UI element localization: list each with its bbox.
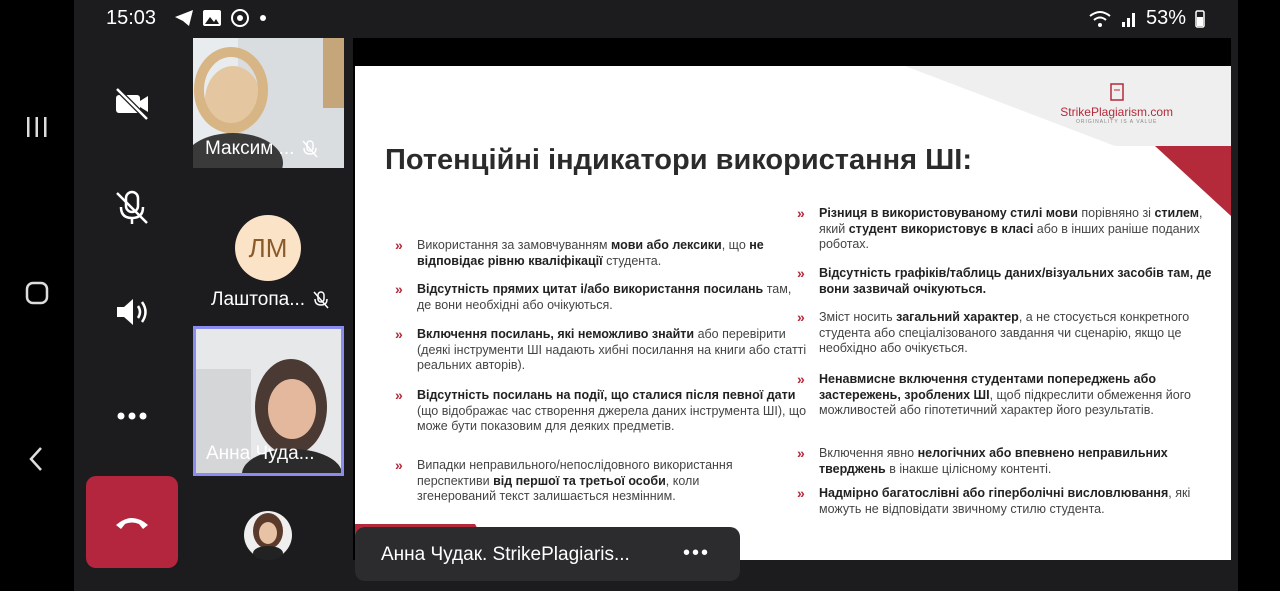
speaker-icon: [111, 291, 153, 333]
microphone-toggle-button[interactable]: [86, 162, 178, 254]
hang-up-button[interactable]: [86, 476, 178, 568]
presentation-slide: [355, 66, 1231, 560]
more-options-button[interactable]: [86, 370, 178, 462]
bullet-text: Відсутність посилань на події, що сталися після певної дати (що відображає час створення джерела даних інструмента ШІ), що може бути показовим для деяких предметів.: [417, 388, 807, 433]
avatar: [193, 481, 344, 591]
bullet-text: Різниця в використовуваному стилі мови порівняно зі стилем, який студент використовує в класі або в інших раніше поданих роботах.: [819, 206, 1203, 251]
slide-bullet: [797, 446, 1219, 477]
gallery-icon: [202, 9, 222, 27]
camera-toggle-button[interactable]: [86, 58, 178, 150]
bullet-text: Включення посилань, які неможливо знайти або перевірити (деякі інструменти ШІ надають хибні посилання на книги або статті реальних авторів).: [417, 327, 807, 372]
slide-bullet: [395, 388, 807, 435]
bullet-text: Ненавмисне включення студентами попереджень або застережень, зроблених ШІ, щоб підкреслити обмеження його можливостей або гіпотетичний характер його результатів.: [819, 372, 1191, 417]
viber-icon: [230, 9, 250, 27]
slide-title: Потенційні індикатори використання ШІ:: [385, 144, 972, 176]
status-right: [1088, 7, 1206, 30]
logo-tagline: ORIGINALITY IS A VALUE: [1076, 119, 1158, 125]
participant-name: [211, 289, 329, 311]
camera-off-icon: [111, 83, 153, 125]
bullet-text: Зміст носить загальний характер, а не стосується конкретного студента або спеціалізованого завдання чи сценарію, якщо це необхідно або очікується.: [819, 310, 1190, 355]
android-nav-bar: [0, 0, 74, 591]
chevron-icon: »: [395, 326, 403, 342]
status-bar: [74, 0, 1238, 36]
battery-icon: [1194, 9, 1206, 29]
participant-tile-active[interactable]: [193, 326, 344, 476]
slide-bullet: [797, 372, 1219, 419]
mic-muted-icon: [313, 291, 329, 309]
chevron-icon: »: [797, 371, 805, 387]
slide-bullet: [395, 327, 807, 374]
mic-muted-icon: [302, 140, 318, 158]
slide-bullet: [395, 238, 807, 269]
chevron-icon: »: [797, 265, 805, 281]
participant-tile[interactable]: [193, 38, 344, 168]
dot-icon: [258, 9, 268, 27]
chevron-icon: »: [797, 309, 805, 325]
avatar: ЛМ: [235, 215, 301, 281]
bullet-text: Включення явно нелогічних або впевнено неправильних тверджень в інакше цілісному контенті.: [819, 446, 1168, 476]
status-icons: [174, 9, 268, 27]
document-icon: [1108, 82, 1126, 102]
slide-bullet: [797, 266, 1219, 297]
participant-tile[interactable]: [193, 481, 344, 591]
home-icon[interactable]: [22, 278, 52, 308]
speaker-button[interactable]: [86, 266, 178, 358]
bullet-text: Використання за замовчуванням мови або лексики, що не відповідає рівню кваліфікації студента.: [417, 238, 764, 268]
presenter-name: Анна Чудак. StrikePlagiaris...: [381, 544, 630, 565]
participant-name-text: Лаштопа...: [211, 289, 306, 310]
bullet-text: Відсутність прямих цитат і/або використання посилань там, де вони необхідні або очікуються.: [417, 282, 792, 312]
chevron-icon: »: [797, 485, 805, 501]
participant-name-text: Анна Чуда...: [206, 443, 315, 464]
bullet-text: Надмірно багатослівні або гіперболічні висловлювання, які можуть не відповідати звичному стилю студента.: [819, 486, 1191, 516]
slide-bullet: [395, 282, 807, 313]
participant-tile[interactable]: [193, 173, 344, 321]
slide-bullet: [797, 206, 1219, 253]
signal-icon: [1120, 10, 1138, 28]
presenter-name-bar[interactable]: [355, 527, 740, 581]
presenter-more-button[interactable]: •••: [682, 542, 710, 564]
slide-bullet: [797, 486, 1219, 517]
recent-apps-icon[interactable]: [22, 112, 52, 142]
participant-name: [205, 138, 318, 160]
back-icon[interactable]: [22, 444, 52, 474]
strikeplagiarism-logo: [1060, 82, 1173, 125]
mic-off-icon: [111, 187, 153, 229]
chevron-icon: »: [395, 237, 403, 253]
chevron-icon: »: [395, 457, 403, 473]
wifi-icon: [1088, 10, 1112, 28]
participant-name-text: Максим ...: [205, 138, 295, 159]
logo-text: StrikePlagiarism.com: [1060, 105, 1173, 119]
bullet-text: Випадки неправильного/непослідовного використання перспективи від першої та третьої особи, коли згенерований текст залишається незмінним.: [417, 458, 733, 503]
slide-bullet: [797, 310, 1219, 357]
status-time: 15:03: [106, 7, 157, 29]
slide-bullet: [395, 458, 737, 505]
chevron-icon: »: [797, 205, 805, 221]
chevron-icon: »: [797, 445, 805, 461]
chevron-icon: »: [395, 281, 403, 297]
hang-up-icon: [111, 501, 153, 543]
battery-percent: 53%: [1145, 7, 1186, 29]
call-controls: [86, 40, 178, 580]
bullet-text: Відсутність графіків/таблиць даних/візуальних засобів там, де вони зазвичай очікуються.: [819, 266, 1212, 296]
chevron-icon: »: [395, 387, 403, 403]
more-icon: [111, 395, 153, 437]
screen-share-area[interactable]: [353, 38, 1231, 560]
participant-name: [206, 443, 315, 465]
telegram-icon: [174, 9, 194, 27]
